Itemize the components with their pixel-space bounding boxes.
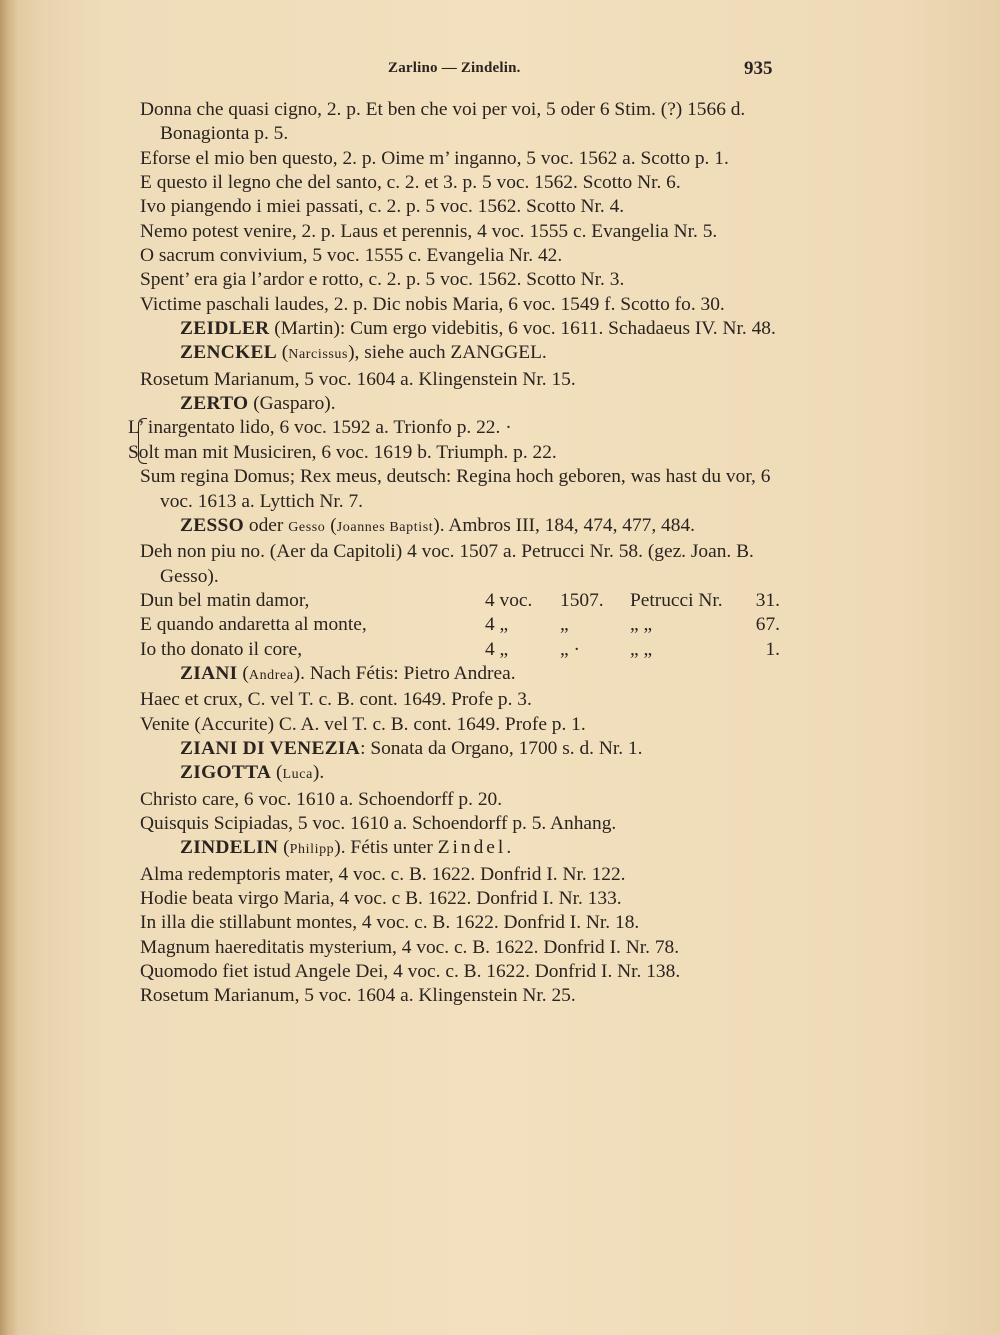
composer-name: ZENCKEL (180, 342, 277, 364)
source: „ „ (630, 638, 653, 660)
composer-name: ZERTO (180, 393, 249, 415)
composer-heading-zesso: ZESSO oder Gesso (Joannes Baptist). Ambros III, 184, 474, 477, 484. (180, 514, 695, 536)
voices: 4 „ (485, 638, 509, 660)
composer-given-name: Joannes Baptist (336, 519, 434, 535)
curly-brace (138, 418, 147, 464)
composer-name: ZEIDLER (180, 318, 270, 340)
catalog-entry: Eforse el mio ben questo, 2. p. Oime m’ inganno, 5 voc. 1562 a. Scotto p. 1. (140, 147, 729, 169)
catalog-entry: In illa die stillabunt montes, 4 voc. c. B. 1622. Donfrid I. Nr. 18. (140, 912, 640, 934)
source: „ „ (630, 614, 653, 636)
year: 1507. (560, 589, 604, 611)
number: 31. (755, 589, 780, 611)
catalog-entry: Rosetum Marianum, 5 voc. 1604 a. Klingenstein Nr. 15. (140, 368, 576, 390)
catalog-entry: Solt man mit Musiciren, 6 voc. 1619 b. Triumph. p. 22. (128, 441, 557, 463)
composer-detail: ). Nach Fétis: Pietro Andrea. (293, 662, 516, 684)
spaced-name: Zindel (437, 837, 507, 859)
catalog-entry: Deh non piu no. (Aer da Capitoli) 4 voc. 1507 a. Petrucci Nr. 58. (gez. Joan. B. Gesso). (140, 541, 754, 587)
catalog-entry: Alma redemptoris mater, 4 voc. c. B. 1622. Donfrid I. Nr. 122. (140, 863, 626, 885)
composer-given-name: Philipp (289, 842, 335, 858)
composer-detail: ). (312, 762, 325, 784)
composer-detail-end: . (506, 837, 512, 859)
catalog-entry: Haec et crux, C. vel T. c. B. cont. 1649. Profe p. 3. (140, 689, 532, 711)
composer-name: ZIANI (180, 662, 238, 684)
catalog-entry: O sacrum convivium, 5 voc. 1555 c. Evangelia Nr. 42. (140, 245, 563, 267)
catalog-entry: Quisquis Scipiadas, 5 voc. 1610 a. Schoendorff p. 5. Anhang. (140, 812, 617, 834)
catalog-entry: Christo care, 6 voc. 1610 a. Schoendorff p. 20. (140, 788, 503, 810)
composer-name: ZINDELIN (180, 837, 279, 859)
composer-detail: ), siehe auch ZANGGEL. (348, 342, 547, 364)
composer-heading-zigotta: ZIGOTTA (Luca). (180, 762, 325, 784)
number: 67. (755, 614, 780, 636)
work-title: Io tho donato il core, (140, 638, 303, 660)
catalog-entry: Donna che quasi cigno, 2. p. Et ben che voi per voi, 5 oder 6 Stim. (?) 1566 d. Bonagionta p. 5. (140, 99, 746, 145)
composer-given-name: Luca (282, 767, 313, 783)
composer-detail: oder (244, 514, 289, 536)
page-number: 935 (744, 58, 773, 79)
catalog-entry: Hodie beata virgo Maria, 4 voc. c B. 1622. Donfrid I. Nr. 133. (140, 888, 622, 909)
composer-alt-name: Gesso (288, 519, 326, 535)
catalog-entry: L’ inargentato lido, 6 voc. 1592 a. Trionfo p. 22. · (128, 417, 512, 439)
table-row (140, 613, 780, 637)
catalog-entry: E questo il legno che del santo, c. 2. et 3. p. 5 voc. 1562. Scotto Nr. 6. (140, 172, 681, 194)
composer-detail: ). Fétis unter (334, 837, 438, 859)
page-header (0, 58, 1000, 84)
composer-detail: (Martin): Cum ergo videbitis, 6 voc. 1611. Schadaeus IV. Nr. 48. (269, 318, 776, 340)
source: Petrucci Nr. (630, 589, 723, 611)
composer-detail: ). Ambros III, 184, 474, 477, 484. (433, 514, 695, 536)
voices: 4 voc. (485, 589, 533, 611)
catalog-entry: Spent’ era gia l’ardor e rotto, c. 2. p. 5 voc. 1562. Scotto Nr. 3. (140, 269, 625, 291)
catalog-entry: Ivo piangendo i miei passati, c. 2. p. 5 voc. 1562. Scotto Nr. 4. (140, 196, 625, 218)
running-head: Zarlino — Zindelin. (388, 60, 521, 76)
composer-name: ZIGOTTA (180, 762, 272, 784)
work-title: E quando andaretta al monte, (140, 614, 367, 636)
catalog-entry: Rosetum Marianum, 5 voc. 1604 a. Klingenstein Nr. 25. (140, 985, 576, 1007)
composer-detail: : Sonata da Organo, 1700 s. d. Nr. 1. (360, 737, 643, 759)
table-row (140, 638, 780, 662)
table-row (140, 589, 780, 613)
composer-heading-ziani: ZIANI (Andrea). Nach Fétis: Pietro Andrea. (180, 662, 516, 684)
composer-heading-ziani-di-venezia (140, 737, 780, 761)
catalog-entry: Magnum haereditatis mysterium, 4 voc. c. B. 1622. Donfrid I. Nr. 78. (140, 936, 680, 958)
catalog-entry: Nemo potest venire, 2. p. Laus et perennis, 4 voc. 1555 c. Evangelia Nr. 5. (140, 220, 718, 242)
catalog-entry: Victime paschali laudes, 2. p. Dic nobis Maria, 6 voc. 1549 f. Scotto fo. 30. (140, 293, 725, 315)
voices: 4 „ (485, 614, 509, 636)
work-title: Dun bel matin damor, (140, 589, 310, 611)
composer-name: ZIANI DI VENEZIA (180, 737, 361, 759)
composer-detail: (Gasparo). (248, 393, 336, 415)
composer-heading-zindelin: ZINDELIN (Philipp). Fétis unter Zindel. (180, 837, 512, 859)
number: 1. (765, 638, 780, 660)
composer-given-name: Narcissus (288, 347, 349, 363)
composer-heading-zerto (140, 392, 780, 416)
year: „ (560, 614, 569, 636)
catalog-text (128, 98, 780, 1009)
composer-heading-zeidler (140, 317, 780, 341)
composer-given-name: Andrea (248, 667, 294, 683)
catalog-entry: Venite (Accurite) C. A. vel T. c. B. cont. 1649. Profe p. 1. (140, 713, 586, 735)
page-edge-shadow (0, 0, 18, 1335)
composer-heading-zenckel: ZENCKEL (Narcissus), siehe auch ZANGGEL. (180, 342, 547, 364)
bracketed-entries (128, 416, 780, 465)
composer-name: ZESSO (180, 514, 245, 536)
catalog-entry: Sum regina Domus; Rex meus, deutsch: Regina hoch geboren, was hast du vor, 6 voc. 1613 a. Lyttich Nr. 7. (140, 466, 771, 512)
catalog-entry: Quomodo fiet istud Angele Dei, 4 voc. c. B. 1622. Donfrid I. Nr. 138. (140, 961, 681, 983)
year: „ · (560, 638, 580, 660)
